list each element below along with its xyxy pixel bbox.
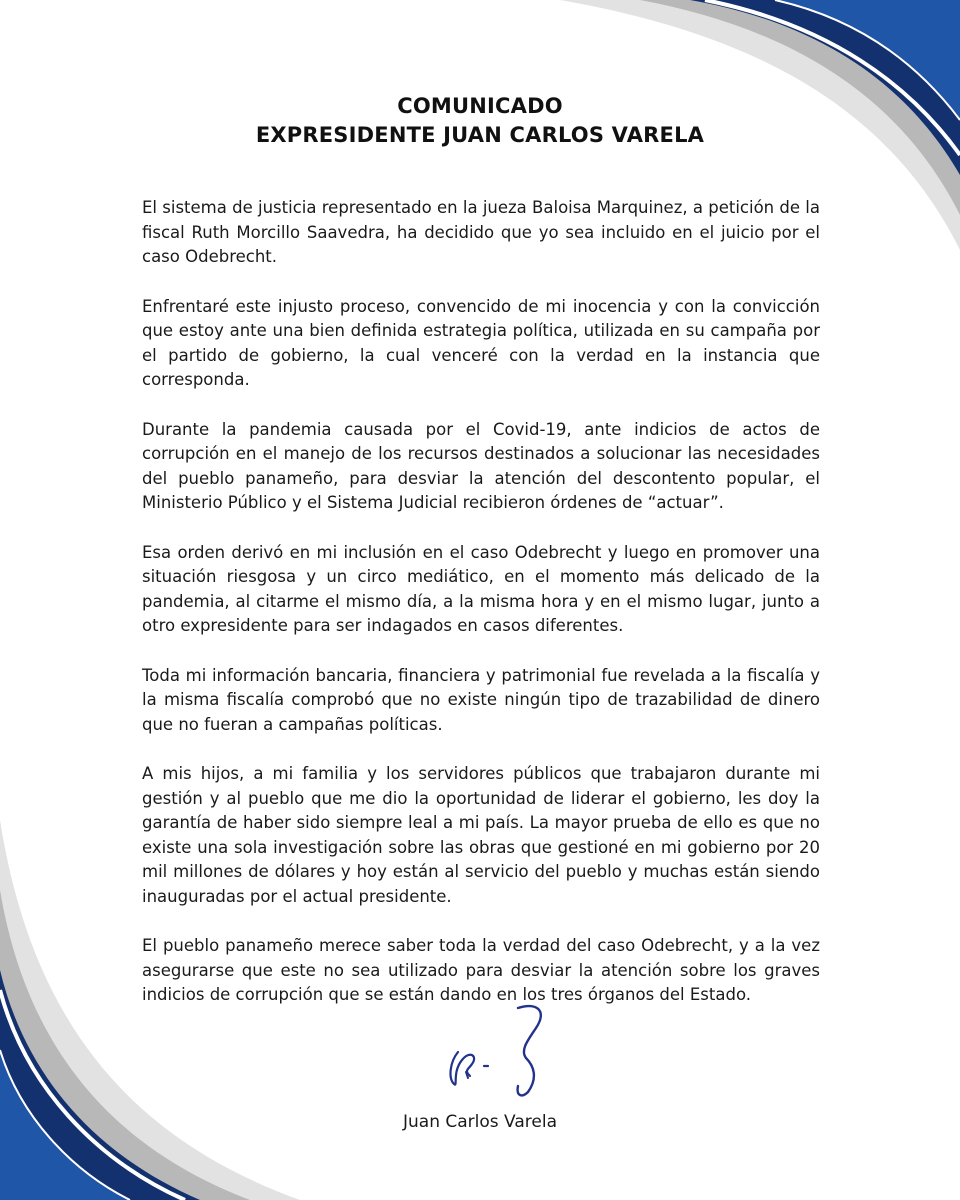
paragraph-5: Toda mi información bancaria, financiera y patrimonial fue revelada a la fiscalía y la misma fiscalía comprobó que no existe ningún tipo de trazabilidad de dinero que no fueran a campañas políticas. [142, 665, 820, 734]
title-line-1: COMUNICADO [397, 94, 563, 118]
signature-icon [440, 1000, 560, 1100]
signer-name: Juan Carlos Varela [403, 1112, 557, 1132]
paragraph-1: El sistema de justicia representado en la jueza Baloisa Marquinez, a petición de la fiscal Ruth Morcillo Saavedra, ha decidido que yo sea incluido en el juicio por el caso Odebrecht. [142, 198, 820, 266]
statement-title [0, 92, 960, 150]
title-line-2: EXPRESIDENTE JUAN CARLOS VARELA [255, 123, 705, 147]
paragraph-7: El pueblo panameño merece saber toda la verdad del caso Odebrecht, y a la vez asegurarse que este no sea utilizado para desviar la atención sobre los graves indicios de corrupción que se están dando en los tres órganos del Estado. [142, 936, 820, 1004]
paragraph-3: Durante la pandemia causada por el Covid-19, ante indicios de actos de corrupción en el manejo de los recursos destinados a solucionar las necesidades del pueblo panameño, para desviar la atención del descontento popular, el Ministerio Público y el Sistema Judicial recibieron órdenes de “actuar”. [142, 419, 820, 512]
statement-body [142, 196, 820, 1033]
paragraph-2: Enfrentaré este injusto proceso, convencido de mi inocencia y con la convicción que estoy ante una bien definida estrategia política, utilizada en su campaña por el partido de gobierno, la cual venceré con la verdad en la instancia que corresponda. [142, 296, 820, 389]
paragraph-4: Esa orden derivó en mi inclusión en el caso Odebrecht y luego en promover una situación riesgosa y un circo mediático, en el momento más delicado de la pandemia, al citarme el mismo día, a la misma hora y en el mismo lugar, junto a otro expresidente para ser indagados en casos diferentes. [142, 542, 820, 635]
paragraph-6: A mis hijos, a mi familia y los servidores públicos que trabajaron durante mi gestión y al pueblo que me dio la oportunidad de liderar el gobierno, les doy la garantía de haber sido siempre leal a mi país. La mayor prueba de ello es que no existe una sola investigación sobre las obras que gestioné en mi gobierno por 20 mil millones de dólares y hoy están al servicio del pueblo y muchas están siendo inauguradas por el actual presidente. [142, 764, 820, 906]
